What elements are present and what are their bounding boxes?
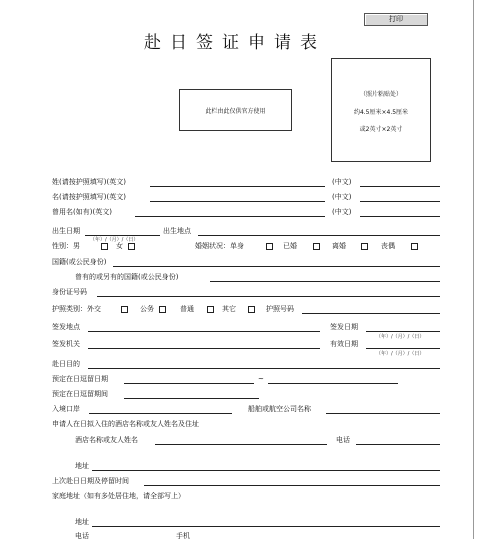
purpose-line[interactable]: [88, 368, 440, 369]
official-use-text: 此栏由此仅供官方使用: [205, 108, 266, 115]
issue-place-line[interactable]: [88, 331, 320, 332]
passport-number-line[interactable]: [302, 313, 440, 314]
widowed-label: 丧偶: [381, 242, 395, 250]
issue-place-label: 签发地点: [52, 323, 80, 331]
surname-chinese-label: (中文): [332, 178, 352, 186]
hotel-name-line[interactable]: [155, 444, 327, 445]
official-use-box: [179, 89, 292, 131]
home-tel-label: 电话: [75, 532, 89, 540]
port-of-entry-line[interactable]: [89, 413, 232, 414]
former-nationality-label: 曾有的或另有的国籍(或公民身份): [75, 273, 179, 281]
home-address-label: 家庭地址（如有多处居住地，请全部写上）: [52, 492, 185, 500]
photo-line-3: 或2英寸×2英寸: [359, 126, 403, 133]
sex-label: 性别：男: [52, 242, 80, 250]
former-name-label: 曾用名(如有)(英文): [52, 208, 112, 216]
hotel-header-label: 申请人在日拟入住的酒店名称或友人姓名及住址: [52, 420, 199, 428]
intended-period-line[interactable]: [124, 398, 259, 399]
sex-female-checkbox[interactable]: [128, 243, 135, 250]
divorced-checkbox[interactable]: [361, 243, 368, 250]
former-name-chinese-line[interactable]: [360, 216, 440, 217]
birth-date-line[interactable]: [85, 235, 160, 236]
date-range-tilde: ~: [258, 375, 264, 383]
birth-place-label: 出生地点: [163, 227, 191, 235]
birth-date-label: 出生日期: [52, 227, 80, 235]
surname-chinese-line[interactable]: [360, 186, 440, 187]
issue-date-hint: （年）/（月）/（日）: [376, 334, 425, 340]
ordinary-checkbox[interactable]: [207, 306, 214, 313]
airline-label: 船舶或航空公司名称: [248, 405, 311, 413]
intended-period-label: 预定在日逗留期间: [52, 390, 108, 398]
airline-line[interactable]: [326, 413, 440, 414]
photo-line-2: 约4.5厘米×4.5厘米: [353, 109, 409, 116]
former-nationality-line[interactable]: [210, 281, 440, 282]
hotel-address-line[interactable]: [92, 470, 440, 471]
sex-male-checkbox[interactable]: [101, 243, 108, 250]
other-checkbox[interactable]: [248, 306, 255, 313]
birth-place-line[interactable]: [198, 235, 440, 236]
official-checkbox[interactable]: [159, 306, 166, 313]
hotel-address-label: 地址: [75, 462, 89, 470]
hotel-tel-line[interactable]: [356, 444, 440, 445]
former-name-chinese-label: (中文): [332, 208, 352, 216]
issue-date-label: 签发日期: [330, 323, 358, 331]
widowed-checkbox[interactable]: [411, 243, 418, 250]
hotel-name-label: 酒店名称或友人姓名: [75, 436, 138, 444]
surname-label: 姓(请按护照填写)(英文): [52, 178, 126, 186]
nationality-label: 国籍(或公民身份): [52, 258, 107, 266]
surname-line[interactable]: [150, 186, 325, 187]
given-name-chinese-line[interactable]: [360, 201, 440, 202]
married-checkbox[interactable]: [313, 243, 320, 250]
id-number-line[interactable]: [97, 296, 440, 297]
given-name-chinese-label: (中文): [332, 193, 352, 201]
print-button[interactable]: 打印: [364, 13, 428, 26]
photo-box: [331, 58, 431, 162]
passport-number-label: 护照号码: [266, 305, 294, 313]
purpose-label: 赴日目的: [52, 360, 80, 368]
home-address-line[interactable]: [92, 526, 440, 527]
expiry-date-hint: （年）/（月）/（日）: [376, 351, 425, 357]
diplomatic-checkbox[interactable]: [121, 306, 128, 313]
given-name-label: 名(请按护照填写)(英文): [52, 193, 126, 201]
intended-date-label: 预定在日逗留日期: [52, 375, 108, 383]
birth-date-hint: （年）/（月）/（日）: [90, 237, 139, 243]
sex-female-label: 女: [116, 242, 123, 250]
ordinary-label: 普通: [180, 305, 194, 313]
passport-type-label: 护照类别：外交: [52, 305, 101, 313]
mobile-label: 手机: [176, 532, 190, 540]
expiry-date-label: 有效日期: [330, 340, 358, 348]
issue-date-line[interactable]: [366, 331, 440, 332]
single-checkbox[interactable]: [266, 243, 273, 250]
intended-date-from-line[interactable]: [124, 383, 254, 384]
former-name-line[interactable]: [135, 216, 325, 217]
official-label: 公务: [140, 305, 154, 313]
last-visit-label: 上次赴日日期及停留时间: [52, 477, 129, 485]
id-number-label: 身份证号码: [52, 288, 87, 296]
last-visit-line[interactable]: [144, 485, 440, 486]
nationality-line[interactable]: [113, 266, 440, 267]
other-label: 其它: [222, 305, 236, 313]
port-of-entry-label: 入境口岸: [52, 405, 80, 413]
form-title: 赴日签证申请表: [144, 33, 326, 53]
intended-date-to-line[interactable]: [268, 383, 398, 384]
divorced-label: 离婚: [332, 242, 346, 250]
given-name-line[interactable]: [150, 201, 325, 202]
issuing-authority-line[interactable]: [88, 348, 320, 349]
married-label: 已婚: [283, 242, 297, 250]
home-address-field-label: 地址: [75, 518, 89, 526]
hotel-tel-label: 电话: [336, 436, 350, 444]
marital-label: 婚姻状况：单身: [195, 242, 244, 250]
photo-line-1: （照片粘贴处）: [359, 91, 402, 98]
expiry-date-line[interactable]: [366, 348, 440, 349]
issuing-authority-label: 签发机关: [52, 340, 80, 348]
